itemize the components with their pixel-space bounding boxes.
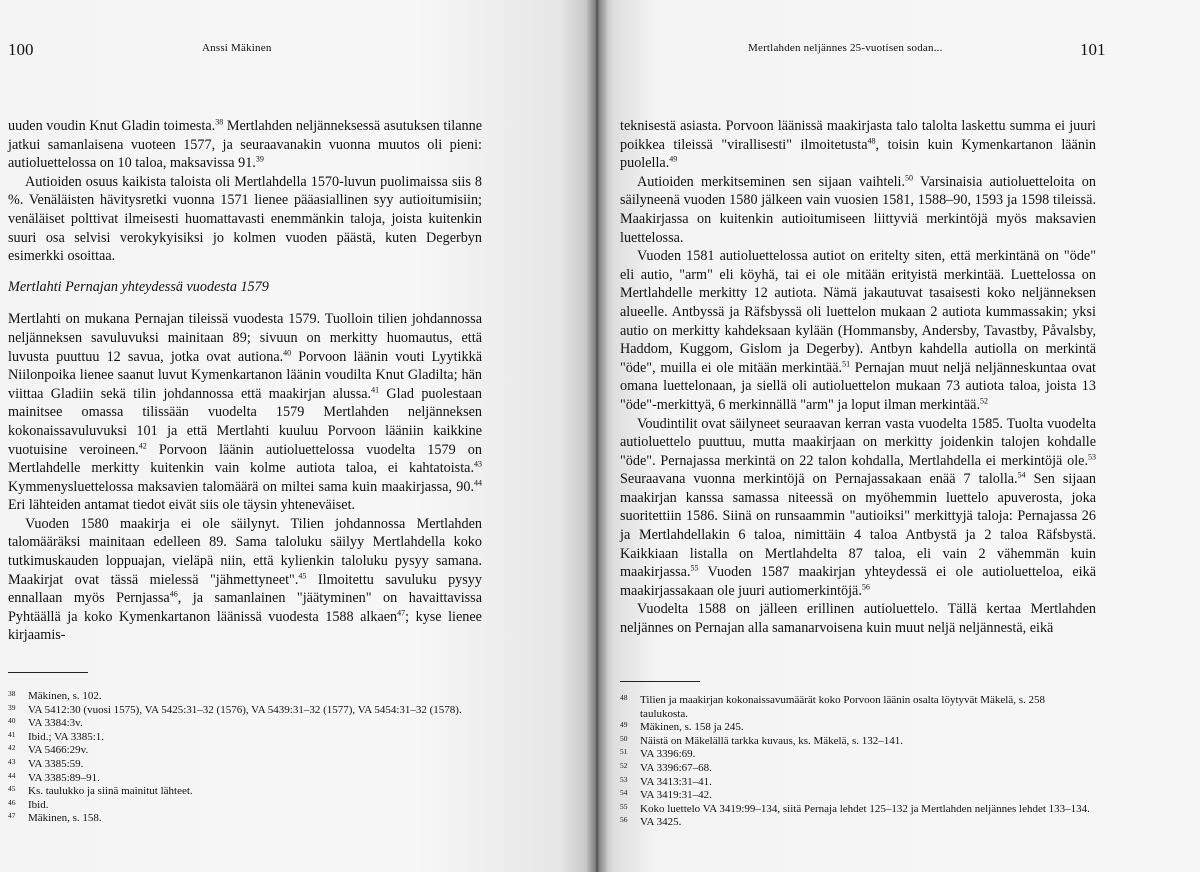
- paragraph: uuden voudin Knut Gladin toimesta.$^{38}$ Mertlahden neljänneksessä asutuksen tilanne jatkui samanlaisena vuoteen 1577, ja seuraavanakin vuonna muutos oli pieni: autioluettelossa on 10 taloa, maksavissa 91.39: [8, 117, 482, 172]
- footnote: 38 Mäkinen, s. 102.: [8, 689, 102, 702]
- section-heading: Mertlahti Pernajan yhteydessä vuodesta 1579: [8, 278, 269, 295]
- paragraph: Vuoden 1580 maakirja ei ole säilynyt. Tilien johdannossa Mertlahden talomääräksi mainitaan edelleen 89. Sama taloluku säilyy Mertlahdella koko tutkimuskauden loppuajan, vieläpä niin, että kylienkin taloluku pysyy samana. Maakirjat ovat tässä mielessä "jähmettyneet".$^{45}$ Ilmoitettu savuluku pysyy ennallaan myös Pernjassa$^{46}$, ja samanlainen "jäätyminen" on havaittavissa Pyhtäällä ja koko Kymenkartanon läänissä vuodesta 1588 alkaen$^{47}$; kyse lienee kirjaamis-: [8, 515, 483, 644]
- footnote: 43 VA 3385:59.: [8, 756, 84, 770]
- footnotes: [8, 690, 484, 826]
- running-head: Anssi Mäkinen: [202, 42, 272, 54]
- footnote: 46 Ibid.: [8, 797, 49, 811]
- footnote: 51 VA 3396:69.: [620, 747, 696, 761]
- paragraph: Autioiden merkitseminen sen sijaan vaihteli.$^{50}$ Varsinaisia autioluetteloita on säilyneenä vuoden 1580 jälkeen vain vuosien 1581, 1588–90, 1593 ja 1598 tileissä. Maakirjassa on kuitenkin autioitumiseen liittyviä merkintöjä myös maksavien luettelossa.: [620, 173, 1096, 246]
- paragraph: teknisestä asiasta. Porvoon läänissä maakirjasta talo talolta laskettu summa ei juuri poikkea tileissä "virallisesti" ilmoitetusta$^{48}$, toisin kuin Kymenkartanon läänin puolella.$^{49}$: [620, 118, 1096, 172]
- paragraph: Voudintilit ovat säilyneet seuraavan kerran vasta vuodelta 1585. Tuolta vuodelta autioluettelo puuttuu, mutta maakirjaan on merkitty joidenkin talojen kohdalle "öde". Pernajassa merkintä on 22 talon kohdalla, Mertlahdella ei merkintöjä ole.$^{53}$ Seuraavana vuonna merkintöjä on Pernajassakaan enää 7 talolla.$^{54}$ Sen sijaan maakirjan kanssa samassa niteessä on myöhemmin luettelo apuverosta, joka suoritettiin 1586. Siinä on runsaammin "autioiksi" merkittyjä taloja: Pernajassa 26 ja Mertlahdellakin 6 taloa, nimittäin 4 taloa Antbystä ja 2 taloa Räfsbystä. Kaikkiaan listalla on Mertlahdelta 87 taloa, eli vain 2 vähemmän kuin maakirjassa.$^{55}$ Vuoden 1587 maakirjan yhteydessä ei ole autioluetteloa, eikä maakirjassakaan ole juuri autiomerkintöjä.$^{56}$: [620, 415, 1097, 599]
- footnote: 48 Tilien ja maakirjan kokonaissavumäärät koko Porvoon läänin osalta löytyvät Mäkelä, s. 258 taulukosta.: [620, 693, 1045, 720]
- page-number: 100: [8, 40, 34, 59]
- main-text: [620, 117, 1096, 638]
- footnote-rule: [620, 681, 700, 682]
- right-page: [596, 0, 1200, 872]
- footnote: 56 VA 3425.: [620, 815, 682, 829]
- footnote: 55 Koko luettelo VA 3419:99–134, siitä Pernaja lehdet 125–132 ja Mertlahden neljännes lehdet 133–134.: [620, 801, 1090, 815]
- footnote: 40 VA 3384:3v.: [8, 716, 83, 730]
- footnote: 50 Näistä on Mäkelällä tarkka kuvaus, ks. Mäkelä, s. 132–141.: [620, 733, 904, 747]
- footnote: 44 VA 3385:89–91.: [8, 770, 100, 784]
- footnote: 45 Ks. taulukko ja siinä mainitut lähteet.: [8, 784, 193, 798]
- page-number: 101: [1080, 40, 1106, 59]
- footnote: 39 VA 5412:30 (vuosi 1575), VA 5425:31–32 (1576), VA 5439:31–32 (1577), VA 5454:31–32 (1578).: [8, 702, 462, 716]
- footnote: 42 VA 5466:29v.: [8, 743, 89, 757]
- footnote: 53 VA 3413:31–41.: [620, 774, 712, 788]
- footnote: 52 VA 3396:67–68.: [620, 760, 712, 774]
- footnote: 41 Ibid.; VA 3385:1.: [8, 729, 104, 743]
- footnote: 47 Mäkinen, s. 158.: [8, 811, 102, 825]
- left-page: [0, 0, 596, 872]
- paragraph: Mertlahti on mukana Pernajan tileissä vuodesta 1579. Tuolloin tilien johdannossa neljänneksen savuluvuksi mainitaan 89; sivuun on merkitty huomautus, että luvusta puuttuu 12 savua, jotka ovat autiona.$^{40}$ Porvoon läänin vouti Lyytikkä Niilonpoika lienee saanut luvut Kymenkartanon läänin voudilta Knut Gladilta; hän viittaa Gladiin sekä tilin johdannossa että maakirjan alussa.$^{41}$ Glad puolestaan mainitsee omassa tilissään vuodelta 1579 Mertlahden neljänneksen kokonaissavuluvuksi 101 ja että Mertlahti kuuluu Porvoon lääniin kaikkine vuotuisine veroineen.$^{42}$ Porvoon läänin autioluettelossa vuodelta 1579 on Mertlahdelle merkitty kuitenkin vain kolme autiota taloa, ei kahtatoista.$^{43}$ Kymmenysluettelossa maksavien talomäärä on miltei sama kuin maakirjassa, 90.44 Eri lähteiden antamat tiedot eivät siis ole täysin yhteneväiset.: [8, 311, 483, 514]
- footnotes: [620, 694, 1094, 830]
- paragraph: Vuodelta 1588 on jälleen erillinen autioluettelo. Tällä kertaa Mertlahden neljännes on Pernajan alla samanarvoisena kuin muut neljä neljännestä, eikä: [620, 601, 1096, 637]
- main-text: [8, 117, 482, 645]
- footnote: 49 Mäkinen, s. 158 ja 245.: [620, 720, 744, 734]
- footnote: 54 VA 3419:31–42.: [620, 788, 712, 802]
- footnote-rule: [8, 672, 88, 673]
- running-head: Mertlahden neljännes 25-vuotisen sodan...: [748, 42, 943, 54]
- paragraph: Vuoden 1581 autioluettelossa autiot on eritelty siten, että merkintänä on "öde" eli autio, "arm" eli köyhä, tai ei ole mitään erityistä merkintää. Luettelossa on Mertlahdelle merkitty 12 autiota. Nämä jakautuvat tasaisesti koko neljänneksen alueelle. Antbyssä ja Räfsbyssä oli luettelon mukaan 2 autiota kummassakin; yksi autio on merkitty kahdeksaan kylään (Hommansby, Andersby, Tavastby, Påvalsby, Haddom, Kuggom, Gislom ja Degerby). Antbyn kahdella autiolla on merkintä "öde", muilla ei ole mitään merkintää.$^{51}$ Pernajan muut neljä neljänneskuntaa ovat omana luettelonaan, ja siellä oli autioluettelon mukaan 73 autiota taloa, joista 13 "öde"-merkittyä, 6 merkinnällä "arm" ja loput ilman merkintää.$^{52}$: [620, 248, 1096, 413]
- paragraph: Autioiden osuus kaikista taloista oli Mertlahdella 1570-luvun puolimaissa siis 8 %. Venäläisten hävitysretki vuonna 1571 lienee pääasiallinen syy autioitumisiin; venäläiset polttivat ilmeisesti huomattavasti enemmänkin taloja, joista kuitenkin suuri osa selvisi verokykyisiksi jo kolmen vuoden päästä, kuten Degerbyn esimerkki osoittaa.: [8, 173, 482, 265]
